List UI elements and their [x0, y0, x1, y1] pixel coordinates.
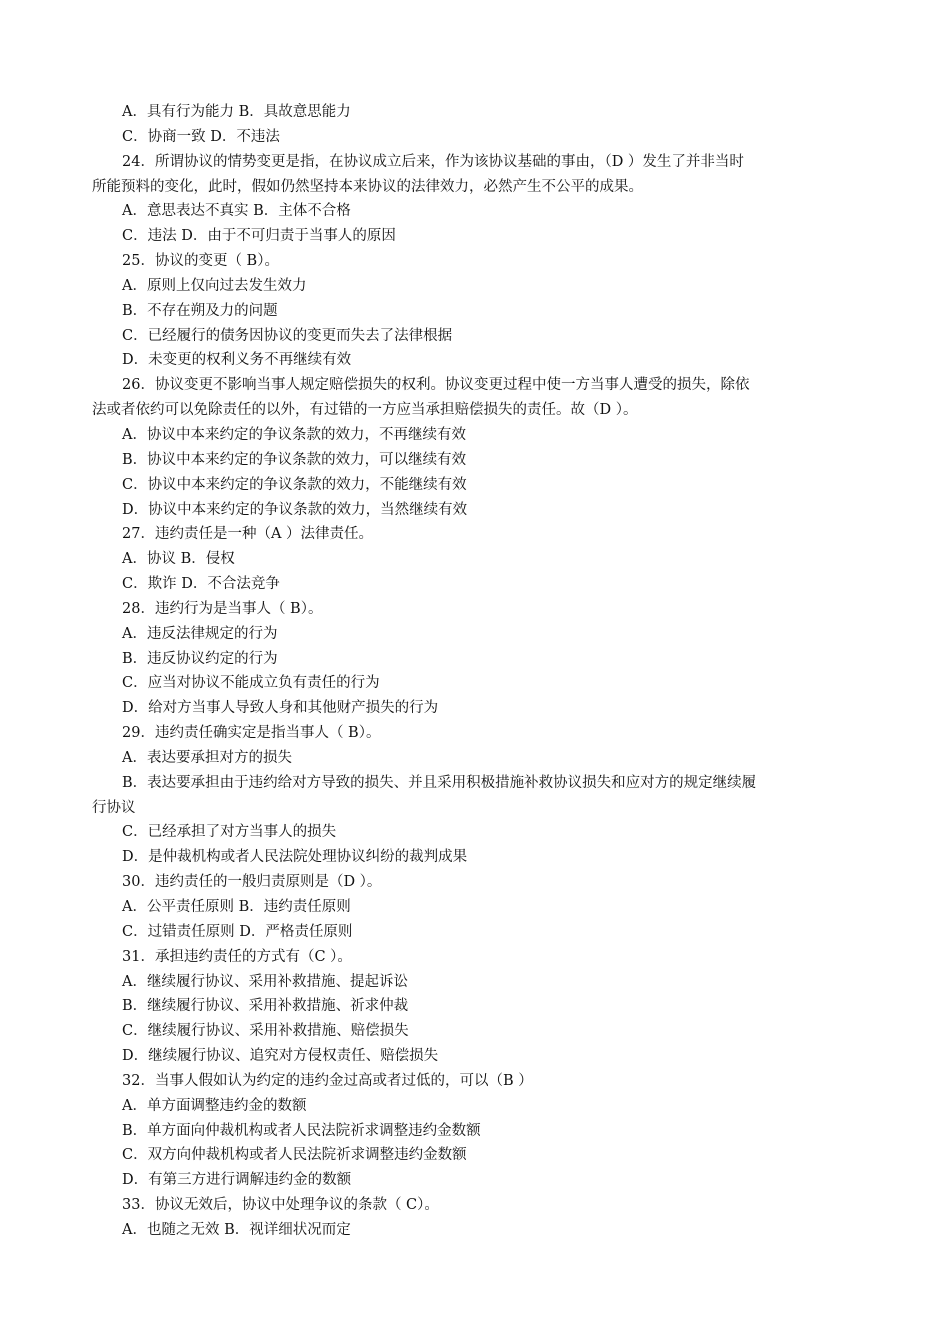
document-body: [92, 100, 860, 1243]
text-line: B．违反协议约定的行为: [122, 650, 278, 667]
text-line: 24．所谓协议的情势变更是指，在协议成立后来，作为该协议基础的事由，（D ）发生了并非当时: [122, 153, 744, 170]
text-line: 31．承担违约责任的方式有（C ）。: [122, 948, 352, 965]
text-line: 33．协议无效后，协议中处理争议的条款（ C）。: [122, 1197, 439, 1214]
text-line: A．协议中本来约定的争议条款的效力，不再继续有效: [122, 426, 466, 443]
text-line: A．单方面调整违约金的数额: [122, 1097, 307, 1114]
text-line: 32．当事人假如认为约定的违约金过高或者过低的，可以（B ）: [122, 1072, 533, 1089]
text-line: 所能预料的变化，此时，假如仍然坚持本来协议的法律效力，必然产生不公平的成果。: [92, 178, 643, 195]
text-line: C．继续履行协议、采用补救措施、赔偿损失: [122, 1023, 409, 1040]
text-line: C．应当对协议不能成立负有责任的行为: [122, 675, 380, 692]
text-line: A．意思表达不真实 B．主体不合格: [122, 203, 351, 220]
text-line: C．已经履行的债务因协议的变更而失去了法律根据: [122, 327, 453, 344]
text-line: A．具有行为能力 B．具故意思能力: [122, 104, 351, 120]
text-line: C．欺诈 D．不合法竞争: [122, 576, 280, 593]
text-line: D．协议中本来约定的争议条款的效力，当然继续有效: [122, 501, 468, 518]
text-line: 25．协议的变更（ B）。: [122, 253, 279, 270]
text-line: 30．违约责任的一般归责原则是（D ）。: [122, 874, 382, 891]
text-line: B．单方面向仲裁机构或者人民法院祈求调整违约金数额: [122, 1122, 481, 1139]
text-line: C．协商一致 D．不违法: [122, 128, 280, 145]
text-line: D．未变更的权利义务不再继续有效: [122, 352, 352, 369]
text-line: C．过错责任原则 D．严格责任原则: [122, 923, 353, 940]
text-line: D．是仲裁机构或者人民法院处理协议纠纷的裁判成果: [122, 849, 468, 866]
text-line: 26．协议变更不影响当事人规定赔偿损失的权利。协议变更过程中使一方当事人遭受的损失，除依: [122, 377, 750, 394]
text-line: C．协议中本来约定的争议条款的效力，不能继续有效: [122, 476, 467, 493]
text-line: A．也随之无效 B．视详细状况而定: [122, 1221, 351, 1238]
text-line: A．违反法律规定的行为: [122, 625, 278, 642]
text-line: 27．违约责任是一种（A ）法律责任。: [122, 526, 374, 543]
text-line: A．协议 B．侵权: [122, 551, 235, 568]
text-line: 28．违约行为是当事人（ B）。: [122, 600, 323, 617]
text-line: C．违法 D．由于不可归责于当事人的原因: [122, 228, 396, 245]
text-line: B．不存在朔及力的问题: [122, 302, 278, 319]
text-line: 行协议: [92, 799, 136, 816]
text-line: A．继续履行协议、采用补救措施、提起诉讼: [122, 973, 408, 990]
text-line: 法或者依约可以免除责任的以外，有过错的一方应当承担赔偿损失的责任。故（D ）。: [92, 402, 638, 419]
text-line: B．继续履行协议、采用补救措施、祈求仲裁: [122, 998, 409, 1015]
text-line: D．继续履行协议、追究对方侵权责任、赔偿损失: [122, 1048, 439, 1065]
text-line: D．给对方当事人导致人身和其他财产损失的行为: [122, 700, 439, 717]
text-line: A．原则上仅向过去发生效力: [122, 277, 307, 294]
text-line: 29．违约责任确实定是指当事人（ B）。: [122, 725, 381, 742]
text-line: C．已经承担了对方当事人的损失: [122, 824, 337, 841]
text-line: A．表达要承担对方的损失: [122, 749, 292, 766]
text-line: D．有第三方进行调解违约金的数额: [122, 1172, 352, 1189]
text-line: A．公平责任原则 B．违约责任原则: [122, 899, 351, 915]
text-line: B．协议中本来约定的争议条款的效力，可以继续有效: [122, 451, 467, 468]
text-line: C．双方向仲裁机构或者人民法院祈求调整违约金数额: [122, 1147, 467, 1164]
text-line: B．表达要承担由于违约给对方导致的损失、并且采用积极措施补救协议损失和应对方的规定继续履: [122, 774, 757, 791]
